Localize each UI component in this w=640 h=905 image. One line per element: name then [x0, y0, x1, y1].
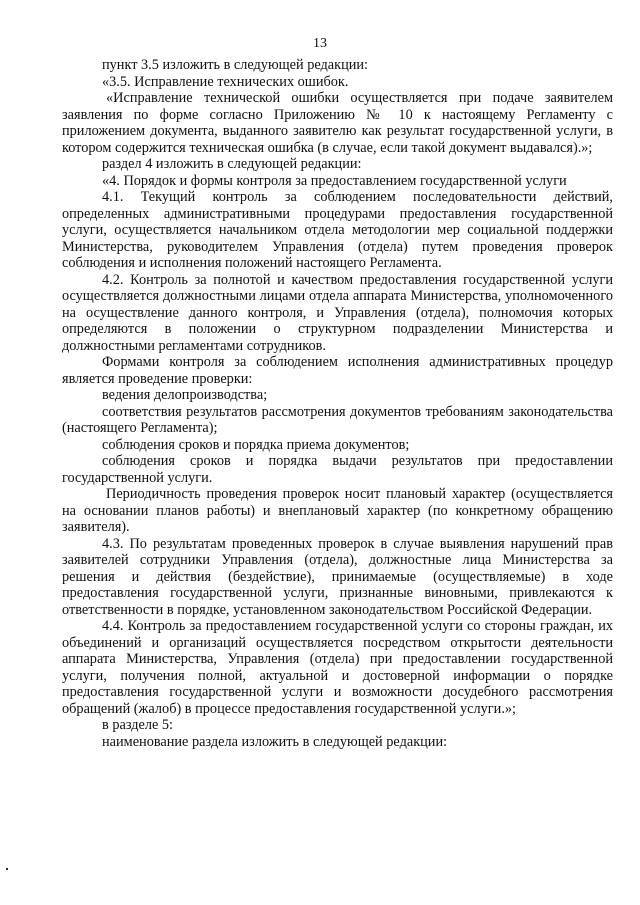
paragraph-periodicity: Периодичность проведения проверок носит плановый характер (осуществляется на основании планов работы) и внеплановый характер (по конкретному обращению заявителя).	[62, 486, 613, 535]
paragraph-4-3: 4.3. По результатам проведенных проверок в случае выявления нарушений прав заявителей сотрудники Управления (отдела), должностные лица Министерства за решения и действия (бездействие), принимаемые (осуществляемые) в ходе предоставления государственной услуги, признанные виновными, привлекаются к ответственности в порядке, установленном законодательством Российской Федерации.	[62, 535, 613, 618]
list-item-issuance-terms: соблюдения сроков и порядка выдачи результатов при предоставлении государственной услуги.	[62, 453, 613, 486]
paragraph-3: «Исправление технической ошибки осуществляется при подаче заявителем заявления по форме согласно Приложению № 10 к настоящему Регламенту с приложением документа, выданного заявителю как результат государственной услуги, в котором содержится техническая ошибка (в случае, если такой документ выдавался).»;	[62, 90, 613, 156]
section-4-title: «4. Порядок и формы контроля за предоставлением государственной услуги	[102, 172, 567, 189]
paragraph-4-2: 4.2. Контроль за полнотой и качеством предоставления государственной услуги осуществляется должностными лицами отдела аппарата Министерства, уполномоченного на осуществление данного контроля, и Управления (отдела), полномочия которых определяются в положении о структурном подразделении Министерства и должностными регламентами сотрудников.	[62, 271, 613, 354]
scan-dot	[6, 868, 8, 870]
paragraph-section-5: в разделе 5:	[102, 717, 174, 733]
paragraph-control-forms: Формами контроля за соблюдением исполнения административных процедур является проведение проверки:	[62, 354, 613, 387]
paragraph-1: пункт 3.5 изложить в следующей редакции:	[102, 57, 369, 73]
document-body	[62, 57, 613, 750]
list-item-recordkeeping: ведения делопроизводства;	[102, 387, 268, 403]
list-item-compliance: соответствия результатов рассмотрения документов требованиям законодательства (настоящего Регламента);	[62, 403, 613, 436]
paragraph-4-4: 4.4. Контроль за предоставлением государственной услуги со стороны граждан, их объединений и организаций осуществляется посредством открытости деятельности аппарата Министерства, Управления (отдела) при предоставлении государственной услуги, получения полной, актуальной и достоверной информации о порядке предоставления государственной услуги и возможности досудебного рассмотрения обращений (жалоб) в процессе предоставления государственной услуги.»;	[62, 618, 613, 717]
paragraph-2: «3.5. Исправление технических ошибок.	[102, 73, 349, 90]
list-item-acceptance-terms: соблюдения сроков и порядка приема документов;	[102, 436, 410, 453]
paragraph-4-1: 4.1. Текущий контроль за соблюдением последовательности действий, определенных административными процедурами предоставления государственной услуги, осуществляется начальником отдела методологии мер социальной поддержки Министерства, руководителем Управления (отдела) путем проведения проверок соблюдения и исполнения положений настоящего Регламента.	[62, 189, 613, 271]
paragraph-4: раздел 4 изложить в следующей редакции:	[102, 156, 362, 172]
page-number: 13	[313, 36, 327, 51]
paragraph-section-5-title: наименование раздела изложить в следующей редакции:	[102, 733, 448, 750]
